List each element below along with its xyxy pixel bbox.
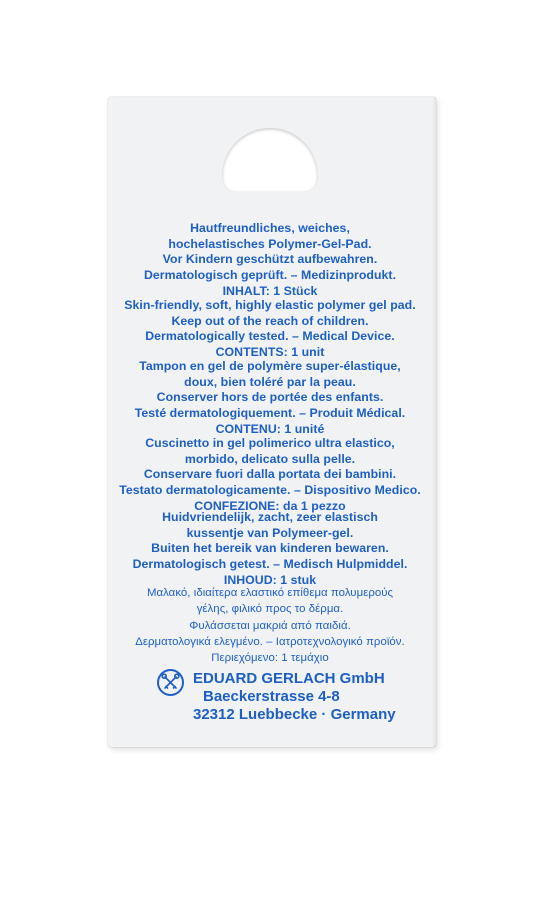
- de-line-1: Hautfreundliches, weiches,: [190, 221, 350, 235]
- company-address: [193, 670, 413, 724]
- nl-line-5: INHOUD: 1 stuk: [223, 572, 317, 587]
- text-section-en: [0, 298, 540, 361]
- fr-line-3: Conserver hors de portée des enfants.: [156, 390, 384, 405]
- it-line-4: Testato dermatologicamente. – Dispositivo Medico.: [119, 483, 421, 498]
- text-section-de: [0, 221, 540, 300]
- text-section-nl: [0, 510, 540, 589]
- de-line-4: Dermatologisch geprüft. – Medizinprodukt.: [143, 268, 397, 283]
- fr-line-1: Tampon en gel de polymère super-élastique,: [139, 359, 401, 373]
- text-section-fr: [0, 359, 540, 438]
- nl-line-4: Dermatologisch getest. – Medisch Hulpmiddel.: [132, 557, 408, 572]
- el-line-5: Περιεχόμενο: 1 τεμάχιο: [211, 652, 329, 665]
- fr-line-4: Testé dermatologiquement. – Produit Médical.: [134, 406, 406, 421]
- text-section-it: [0, 436, 540, 515]
- company-city: 32312 Luebbecke · Germany: [193, 706, 396, 723]
- de-line-5: INHALT: 1 Stück: [222, 283, 318, 298]
- fr-line-5: CONTENU: 1 unité: [215, 421, 325, 436]
- nl-line-1: Huidvriendelijk, zacht, zeer elastisch: [162, 510, 378, 524]
- it-line-1: Cuscinetto in gel polimerico ultra elastico,: [145, 436, 395, 450]
- en-line-2: Keep out of the reach of children.: [171, 313, 369, 328]
- fr-line-2: doux, bien toléré par la peau.: [184, 374, 356, 389]
- nl-line-2: kussentje van Polymeer-gel.: [186, 525, 354, 540]
- it-line-3: Conservare fuori dalla portata dei bambini.: [143, 467, 397, 482]
- company-name: EDUARD GERLACH GmbH: [193, 670, 385, 687]
- nl-line-3: Buiten het bereik van kinderen bewaren.: [151, 541, 389, 556]
- company-street: Baeckerstrasse 4-8: [203, 688, 340, 705]
- de-line-2: hochelastisches Polymer-Gel-Pad.: [168, 236, 372, 251]
- it-line-2: morbido, delicato sulla pelle.: [184, 451, 356, 466]
- en-line-3: Dermatologically tested. – Medical Device.: [145, 329, 395, 344]
- el-line-3: Φυλάσσεται μακριά από παιδιά.: [189, 619, 351, 632]
- el-line-4: Δερματολογικά ελεγμένο. – Ιατροτεχνολογικό προϊόν.: [135, 635, 405, 648]
- el-line-2: γέλης, φιλικό προς το δέρμα.: [196, 603, 344, 616]
- text-section-el: [0, 585, 540, 666]
- de-line-3: Vor Kindern geschützt aufbewahren.: [162, 252, 378, 267]
- en-line-1: Skin-friendly, soft, highly elastic polymer gel pad.: [124, 298, 416, 312]
- it-line-5: CONFEZIONE: da 1 pezzo: [194, 498, 346, 513]
- crossed-keys-seal-icon: [157, 669, 184, 696]
- el-line-1: Μαλακό, ιδιαίτερα ελαστικό επίθεμα πολυμερούς: [146, 587, 394, 599]
- en-line-4: CONTENTS: 1 unit: [215, 345, 325, 360]
